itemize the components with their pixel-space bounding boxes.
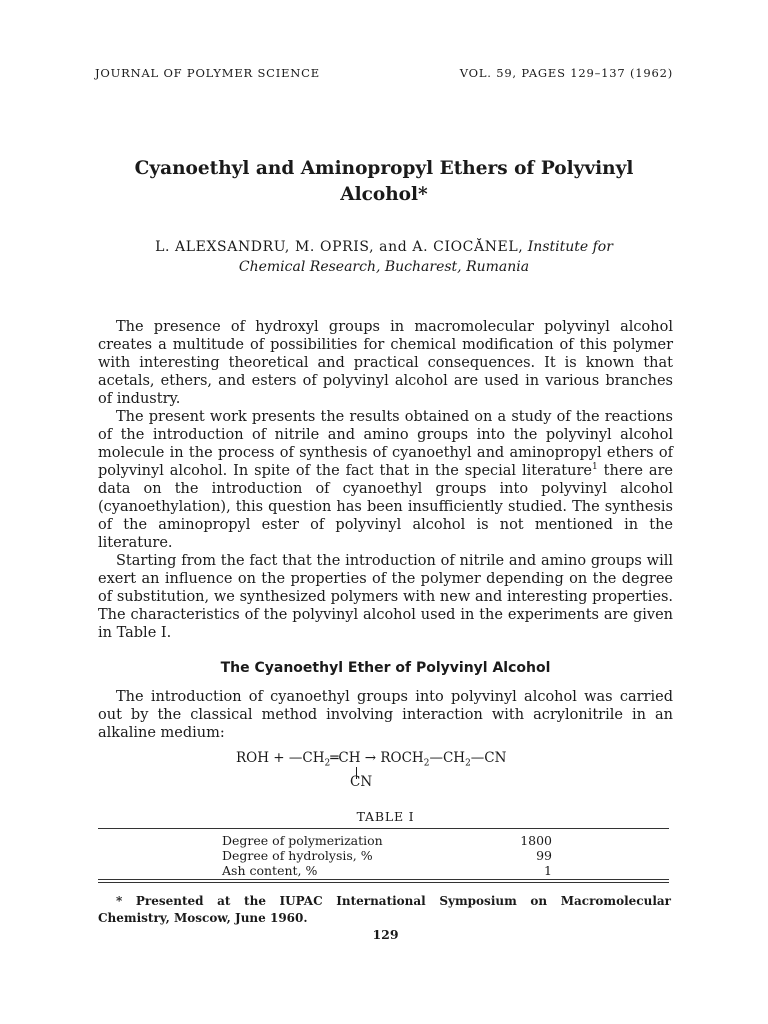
table-top-rule [98, 828, 669, 829]
affiliation-line-1: Institute for [527, 239, 613, 255]
page-number: 129 [372, 927, 399, 942]
table-row [222, 848, 562, 863]
table-1 [222, 833, 562, 878]
reference-mark: 1 [591, 462, 598, 473]
intro-paragraph-2: The present work presents the results obtained on a study of the reactions of the introduction of nitrile and amino groups into the polyvinyl alcohol molecule in the process of synthesis of cyanoethyl and aminopropyl ethers of polyvinyl alcohol. In spite of the fact that in the special literature$^1$ there are data on the introduction of cyanoethyl groups into polyvinyl alcohol (cyanoethylation), this question has been insufficiently studied. The synthesis of the aminopropyl ester of polyvinyl alcohol is not mentioned in the literature. [98, 409, 674, 551]
running-head [95, 66, 673, 84]
table-cell-label: Degree of polymerization [222, 833, 383, 848]
table-row [222, 863, 562, 878]
section-body [98, 688, 673, 742]
affiliation-line-2: Chemical Research, Bucharest, Rumania [238, 259, 530, 275]
footnote [98, 893, 671, 927]
volume-pages: VOL. 59, PAGES 129–137 (1962) [459, 66, 673, 80]
equation-branch-group: CN [350, 774, 373, 790]
author-names: L. ALEXSANDRU, M. OPRIS, and A. CIOCĂNEL, [155, 239, 524, 255]
title-line-1: Cyanoethyl and Aminopropyl Ethers of Polyvinyl [134, 158, 634, 179]
section-paragraph-1: The introduction of cyanoethyl groups into polyvinyl alcohol was carried out by the classical method involving interaction with acrylonitrile in an alkaline medium: [98, 689, 673, 741]
journal-name: JOURNAL OF POLYMER SCIENCE [95, 66, 320, 80]
table-cell-label: Ash content, % [222, 863, 318, 878]
table-row [222, 833, 562, 848]
table-cell-value: 1 [544, 863, 552, 878]
author-block [100, 237, 668, 277]
table-cell-value: 1800 [520, 833, 552, 848]
article-title [100, 156, 668, 208]
table-title: TABLE I [356, 809, 415, 824]
intro-paragraph-3: Starting from the fact that the introduction of nitrile and amino groups will exert an influence on the properties of the polymer depending on the degree of substitution, we synthesized polymers with new and interesting properties. The characteristics of the polyvinyl alcohol used in the experiments are given in Table I. [98, 553, 673, 641]
footnote-rule [98, 882, 669, 883]
footnote-text: * Presented at the IUPAC International Symposium on Macromolecular Chemistry, Moscow, June 1960. [98, 894, 671, 925]
reaction-equation [236, 750, 556, 792]
table-cell-value: 99 [536, 848, 552, 863]
title-line-2: Alcohol* [340, 184, 428, 205]
table-cell-label: Degree of hydrolysis, % [222, 848, 373, 863]
intro-paragraph-1: The presence of hydroxyl groups in macromolecular polyvinyl alcohol creates a multitude of possibilities for chemical modification of this polymer with interesting theoretical and practical consequences. It is known that acetals, ethers, and esters of polyvinyl alcohol are used in various branches of industry. [98, 319, 673, 407]
section-heading: The Cyanoethyl Ether of Polyvinyl Alcohol [220, 660, 551, 676]
equation-main: ROH + $—CH_2═CH$ → $ROCH_2—CH_2—CN$ [236, 750, 507, 769]
introduction [98, 318, 673, 642]
table-bottom-rule [98, 879, 669, 880]
